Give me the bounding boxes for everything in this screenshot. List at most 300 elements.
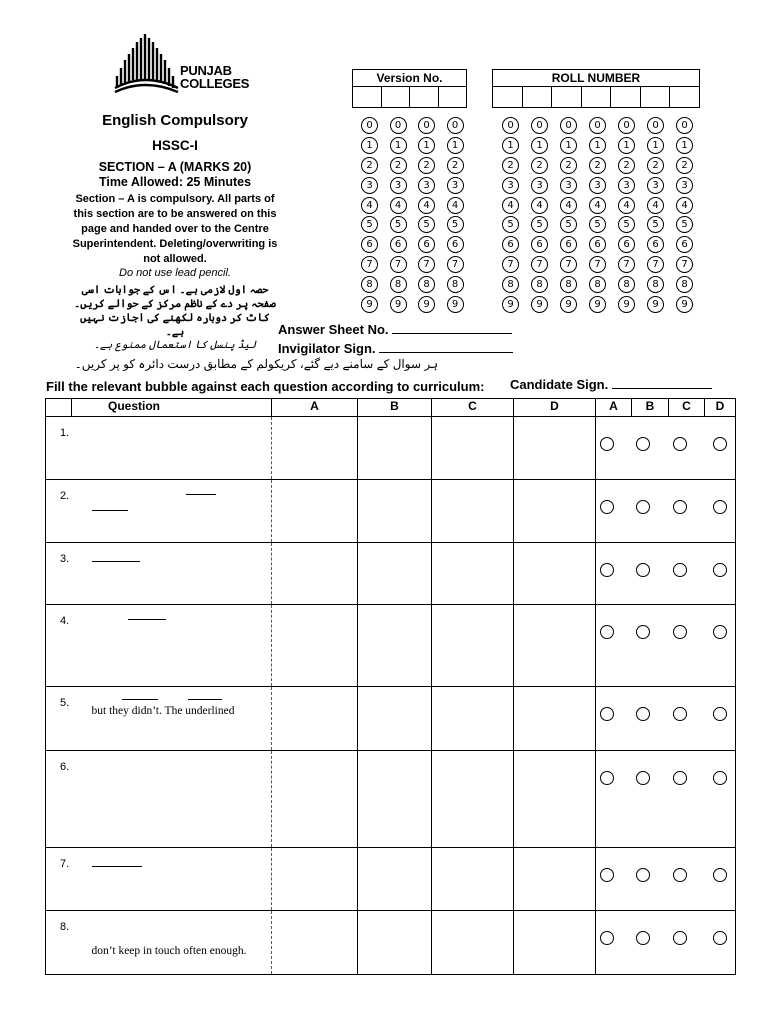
digit-bubble[interactable]: 8 [531,276,548,293]
bubble-cell-d [705,417,736,480]
option-d-cell [514,687,596,751]
question-number: 7. [46,848,72,911]
digit-bubble[interactable]: 7 [361,256,378,273]
digit-bubble[interactable]: 2 [647,157,664,174]
fill-blank-line [186,494,216,495]
bubble-cell-a [596,751,632,848]
question-number: 4. [46,605,72,687]
question-number: 5. [46,687,72,751]
option-b-cell [358,848,432,911]
option-b-cell [358,480,432,543]
bubble-cell-c [669,687,705,751]
question-text: don’t keep in touch often enough. [91,945,247,957]
digit-bubble[interactable]: 1 [560,137,577,154]
option-d-cell [514,543,596,605]
option-d-cell [514,848,596,911]
digit-bubble[interactable]: 6 [502,236,519,253]
digit-bubble[interactable]: 7 [502,256,519,273]
fill-blank-line [92,510,128,511]
time-allowed: Time Allowed: 25 Minutes [98,175,252,190]
roll-number-box [492,69,700,108]
urdu-fill-instruction: ہر سوال کے سامنے دیے گئے، کریکولم کے مطابق درست دائرہ کو پر کریں۔ [74,357,438,371]
candidate-sign [510,377,712,392]
digit-bubble[interactable]: 4 [390,197,407,214]
digit-bubble[interactable]: 1 [618,137,635,154]
answer-bubble-a[interactable] [600,707,614,721]
header-block [70,112,280,352]
digit-bubble[interactable]: 0 [560,117,577,134]
answer-bubble-c[interactable] [673,868,687,882]
digit-bubble[interactable]: 0 [418,117,435,134]
digit-bubble[interactable]: 2 [531,157,548,174]
digit-bubble[interactable]: 5 [418,216,435,233]
digit-bubble[interactable]: 9 [618,296,635,313]
bubble-column [618,117,634,316]
option-b-cell [358,751,432,848]
bubble-cell-c [669,480,705,543]
answer-sheet-no [278,322,512,337]
question-number: 3. [46,543,72,605]
option-a-cell [272,480,358,543]
digit-bubble[interactable]: 1 [390,137,407,154]
digit-bubble[interactable]: 3 [531,177,548,194]
bubble-column [418,117,434,316]
digit-bubble[interactable]: 3 [361,177,378,194]
digit-bubble[interactable]: 2 [618,157,635,174]
answer-bubble-a[interactable] [600,437,614,451]
digit-bubble[interactable]: 7 [589,256,606,273]
digit-bubble[interactable]: 1 [589,137,606,154]
digit-bubble[interactable]: 2 [676,157,693,174]
fill-blank-line [128,619,166,620]
digit-bubble[interactable]: 1 [676,137,693,154]
version-cell[interactable] [353,87,382,107]
section-instructions: Section – A is compulsory. All parts of this section are to be answered on this page and handed over to the Centre Superintendent. Deleting/overwriting is not allowed. [72,193,278,265]
bubble-cell-d [705,605,736,687]
digit-bubble[interactable]: 3 [502,177,519,194]
urdu-instructions: حصہ اول لازمی ہے۔ اس کے جوابات اسی صفحہ پر دے کے ناظم مرکز کے حوالے کریں۔ کاٹ کر دوبارہ لکھنے کی اجازت نہیں ہے۔ [74,283,276,339]
roll-title: ROLL NUMBER [493,70,699,87]
bubble-cell-c [669,605,705,687]
digit-bubble[interactable]: 0 [531,117,548,134]
fill-blank-line [188,699,222,700]
answer-bubble-c[interactable] [673,437,687,451]
digit-bubble[interactable]: 2 [502,157,519,174]
question-row [46,911,736,975]
answer-bubble-b[interactable] [636,931,650,945]
digit-bubble[interactable]: 6 [589,236,606,253]
digit-bubble[interactable]: 2 [589,157,606,174]
option-c-cell [432,911,514,975]
header-num [46,399,72,417]
roll-cell[interactable] [582,87,612,107]
roll-cell[interactable] [552,87,582,107]
digit-bubble[interactable]: 7 [531,256,548,273]
question-text-cell [72,687,272,751]
version-title: Version No. [353,70,466,87]
option-a-cell [272,911,358,975]
bubble-cell-d [705,480,736,543]
digit-bubble[interactable]: 9 [502,296,519,313]
bubble-cell-b [632,605,669,687]
bubble-column [676,117,692,316]
version-cell[interactable] [410,87,439,107]
digit-bubble[interactable]: 6 [676,236,693,253]
question-text-cell [72,911,272,975]
digit-bubble[interactable]: 0 [618,117,635,134]
question-row [46,751,736,848]
digit-bubble[interactable]: 3 [676,177,693,194]
option-b-cell [358,417,432,480]
option-d-cell [514,417,596,480]
digit-bubble[interactable]: 7 [447,256,464,273]
bubble-cell-b [632,751,669,848]
digit-bubble[interactable]: 2 [361,157,378,174]
fill-instruction: Fill the relevant bubble against each question according to curriculum: [46,379,485,394]
question-row [46,417,736,480]
digit-bubble[interactable]: 1 [531,137,548,154]
bubble-cell-c [669,911,705,975]
digit-bubble[interactable]: 2 [447,157,464,174]
digit-bubble[interactable]: 8 [618,276,635,293]
digit-bubble[interactable]: 5 [502,216,519,233]
digit-bubble[interactable]: 4 [589,197,606,214]
bubble-column [560,117,576,316]
version-cell[interactable] [382,87,411,107]
digit-bubble[interactable]: 9 [647,296,664,313]
answer-bubble-c[interactable] [673,563,687,577]
digit-bubble[interactable]: 6 [647,236,664,253]
digit-bubble[interactable]: 8 [676,276,693,293]
option-a-cell [272,687,358,751]
bubble-cell-d [705,911,736,975]
class-title: HSSC-I [152,138,198,153]
logo-wordmark [180,64,249,90]
header-bubble-b: B [632,399,669,417]
option-a-cell [272,848,358,911]
bubble-column [447,117,463,316]
digit-bubble[interactable]: 4 [361,197,378,214]
option-b-cell [358,543,432,605]
header-option-a: A [272,399,358,417]
digit-bubble[interactable]: 5 [531,216,548,233]
digit-bubble[interactable]: 6 [418,236,435,253]
bubble-cell-a [596,480,632,543]
answer-table [45,398,735,975]
digit-bubble[interactable]: 5 [447,216,464,233]
option-d-cell [514,911,596,975]
answer-bubble-b[interactable] [636,500,650,514]
roll-cell[interactable] [523,87,553,107]
answer-bubble-a[interactable] [600,563,614,577]
option-c-cell [432,848,514,911]
bubble-cell-d [705,848,736,911]
header-option-c: C [432,399,514,417]
answer-bubble-d[interactable] [713,771,727,785]
digit-bubble[interactable]: 8 [560,276,577,293]
digit-bubble[interactable]: 8 [502,276,519,293]
digit-bubble[interactable]: 4 [647,197,664,214]
version-entry-cells [353,87,466,107]
digit-bubble[interactable]: 1 [418,137,435,154]
header-option-b: B [358,399,432,417]
digit-bubble[interactable]: 5 [647,216,664,233]
question-number: 8. [46,911,72,975]
digit-bubble[interactable]: 7 [560,256,577,273]
digit-bubble[interactable]: 0 [676,117,693,134]
answer-bubble-b[interactable] [636,563,650,577]
digit-bubble[interactable]: 0 [390,117,407,134]
digit-bubble[interactable]: 3 [589,177,606,194]
digit-bubble[interactable]: 6 [447,236,464,253]
option-c-cell [432,417,514,480]
version-cell[interactable] [439,87,467,107]
option-b-cell [358,605,432,687]
header-option-d: D [514,399,596,417]
digit-bubble[interactable]: 2 [390,157,407,174]
table-header-row [46,399,736,417]
question-text-cell [72,417,272,480]
answer-sheet-label: Answer Sheet No. [278,322,389,337]
digit-bubble[interactable]: 0 [589,117,606,134]
digit-bubble[interactable]: 1 [361,137,378,154]
digit-bubble[interactable]: 8 [647,276,664,293]
bubble-cell-b [632,480,669,543]
invigilator-sign [278,341,513,356]
fill-blank-line [92,866,142,867]
bubble-cell-a [596,605,632,687]
option-c-cell [432,605,514,687]
subject-title: English Compulsory [102,112,248,129]
pencil-note: Do not use lead pencil. [119,267,231,280]
digit-bubble[interactable]: 1 [502,137,519,154]
digit-bubble[interactable]: 4 [447,197,464,214]
logo-line1: PUNJAB [180,63,232,78]
digit-bubble[interactable]: 4 [676,197,693,214]
answer-bubble-d[interactable] [713,563,727,577]
answer-bubble-c[interactable] [673,931,687,945]
digit-bubble[interactable]: 0 [647,117,664,134]
digit-bubble[interactable]: 9 [390,296,407,313]
answer-bubble-d[interactable] [713,500,727,514]
digit-bubble[interactable]: 5 [618,216,635,233]
question-number: 1. [46,417,72,480]
question-number: 6. [46,751,72,848]
digit-bubble[interactable]: 9 [676,296,693,313]
digit-bubble[interactable]: 8 [361,276,378,293]
digit-bubble[interactable]: 4 [502,197,519,214]
digit-bubble[interactable]: 9 [418,296,435,313]
bubble-column [589,117,605,316]
option-d-cell [514,605,596,687]
bubble-cell-a [596,848,632,911]
option-c-cell [432,480,514,543]
digit-bubble[interactable]: 2 [418,157,435,174]
bubble-cell-d [705,687,736,751]
digit-bubble[interactable]: 5 [589,216,606,233]
digit-bubble[interactable]: 5 [390,216,407,233]
fill-blank-line [92,561,140,562]
digit-bubble[interactable]: 3 [447,177,464,194]
question-row [46,543,736,605]
digit-bubble[interactable]: 4 [618,197,635,214]
digit-bubble[interactable]: 3 [618,177,635,194]
answer-bubble-b[interactable] [636,707,650,721]
digit-bubble[interactable]: 7 [618,256,635,273]
answer-bubble-a[interactable] [600,931,614,945]
question-text-cell [72,751,272,848]
option-c-cell [432,543,514,605]
digit-bubble[interactable]: 0 [361,117,378,134]
bubble-cell-c [669,543,705,605]
digit-bubble[interactable]: 5 [560,216,577,233]
digit-bubble[interactable]: 9 [447,296,464,313]
option-b-cell [358,911,432,975]
question-text: but they didn’t. The underlined [91,705,235,717]
digit-bubble[interactable]: 6 [531,236,548,253]
roll-cell[interactable] [641,87,671,107]
option-d-cell [514,751,596,848]
bubble-column [361,117,377,316]
bubble-cell-c [669,848,705,911]
digit-bubble[interactable]: 5 [361,216,378,233]
digit-bubble[interactable]: 6 [361,236,378,253]
question-text-cell [72,543,272,605]
bubble-cell-b [632,911,669,975]
invigilator-line[interactable] [379,352,513,353]
option-c-cell [432,687,514,751]
bubble-cell-b [632,417,669,480]
digit-bubble[interactable]: 0 [502,117,519,134]
answer-bubble-b[interactable] [636,437,650,451]
option-a-cell [272,605,358,687]
digit-bubble[interactable]: 7 [676,256,693,273]
digit-bubble[interactable]: 8 [447,276,464,293]
version-number-box [352,69,467,108]
bubble-cell-b [632,687,669,751]
option-c-cell [432,751,514,848]
answer-bubble-b[interactable] [636,868,650,882]
invigilator-label: Invigilator Sign. [278,341,376,356]
digit-bubble[interactable]: 6 [560,236,577,253]
logo-line2: COLLEGES [180,76,250,91]
header-bubble-a: A [596,399,632,417]
answer-bubble-a[interactable] [600,771,614,785]
answer-bubble-d[interactable] [713,437,727,451]
digit-bubble[interactable]: 6 [618,236,635,253]
answer-bubble-c[interactable] [673,500,687,514]
bubble-cell-a [596,911,632,975]
digit-bubble[interactable]: 1 [647,137,664,154]
digit-bubble[interactable]: 3 [647,177,664,194]
option-a-cell [272,417,358,480]
answer-bubble-d[interactable] [713,707,727,721]
digit-bubble[interactable]: 2 [560,157,577,174]
digit-bubble[interactable]: 3 [418,177,435,194]
answer-bubble-c[interactable] [673,625,687,639]
bubble-cell-c [669,417,705,480]
option-a-cell [272,543,358,605]
answer-bubble-a[interactable] [600,625,614,639]
digit-bubble[interactable]: 4 [560,197,577,214]
digit-bubble[interactable]: 4 [531,197,548,214]
answer-bubble-d[interactable] [713,625,727,639]
digit-bubble[interactable]: 9 [361,296,378,313]
urdu-pencil-note: لیڈ پنسل کا استعمال ممنوع ہے۔ [93,339,257,352]
digit-bubble[interactable]: 8 [390,276,407,293]
fill-blank-line [122,699,158,700]
answer-bubble-d[interactable] [713,931,727,945]
digit-bubble[interactable]: 4 [418,197,435,214]
answer-bubble-c[interactable] [673,707,687,721]
bubble-cell-d [705,543,736,605]
question-text-cell [72,480,272,543]
bubble-cell-a [596,417,632,480]
answer-bubble-d[interactable] [713,868,727,882]
digit-bubble[interactable]: 9 [589,296,606,313]
answer-bubble-a[interactable] [600,868,614,882]
digit-bubble[interactable]: 7 [647,256,664,273]
digit-bubble[interactable]: 7 [390,256,407,273]
roll-entry-cells [493,87,699,107]
roll-cell[interactable] [493,87,523,107]
roll-cell[interactable] [611,87,641,107]
bubble-column [390,117,406,316]
option-a-cell [272,751,358,848]
answer-bubble-a[interactable] [600,500,614,514]
header-question: Question [72,399,272,417]
question-text-cell [72,848,272,911]
answer-sheet-line[interactable] [392,333,512,334]
answer-bubble-b[interactable] [636,625,650,639]
digit-bubble[interactable]: 6 [390,236,407,253]
digit-bubble[interactable]: 7 [418,256,435,273]
digit-bubble[interactable]: 1 [447,137,464,154]
question-number: 2. [46,480,72,543]
header-bubble-d: D [705,399,736,417]
bubble-cell-d [705,751,736,848]
bubble-column [647,117,663,316]
question-row [46,687,736,751]
candidate-line[interactable] [612,388,712,389]
digit-bubble[interactable]: 9 [531,296,548,313]
bubble-column [531,117,547,316]
section-title: SECTION – A (MARKS 20) [98,160,252,175]
answer-bubble-b[interactable] [636,771,650,785]
bubble-cell-a [596,543,632,605]
digit-bubble[interactable]: 0 [447,117,464,134]
digit-bubble[interactable]: 5 [676,216,693,233]
digit-bubble[interactable]: 8 [589,276,606,293]
question-row [46,848,736,911]
bubble-column [502,117,518,316]
option-b-cell [358,687,432,751]
roll-cell[interactable] [670,87,699,107]
question-row [46,480,736,543]
question-text-cell [72,605,272,687]
bubble-cell-b [632,543,669,605]
answer-bubble-c[interactable] [673,771,687,785]
bubble-cell-a [596,687,632,751]
digit-bubble[interactable]: 9 [560,296,577,313]
digit-bubble[interactable]: 8 [418,276,435,293]
digit-bubble[interactable]: 3 [390,177,407,194]
digit-bubble[interactable]: 3 [560,177,577,194]
option-d-cell [514,480,596,543]
candidate-label: Candidate Sign. [510,377,609,392]
header-bubble-c: C [669,399,705,417]
bubble-cell-c [669,751,705,848]
